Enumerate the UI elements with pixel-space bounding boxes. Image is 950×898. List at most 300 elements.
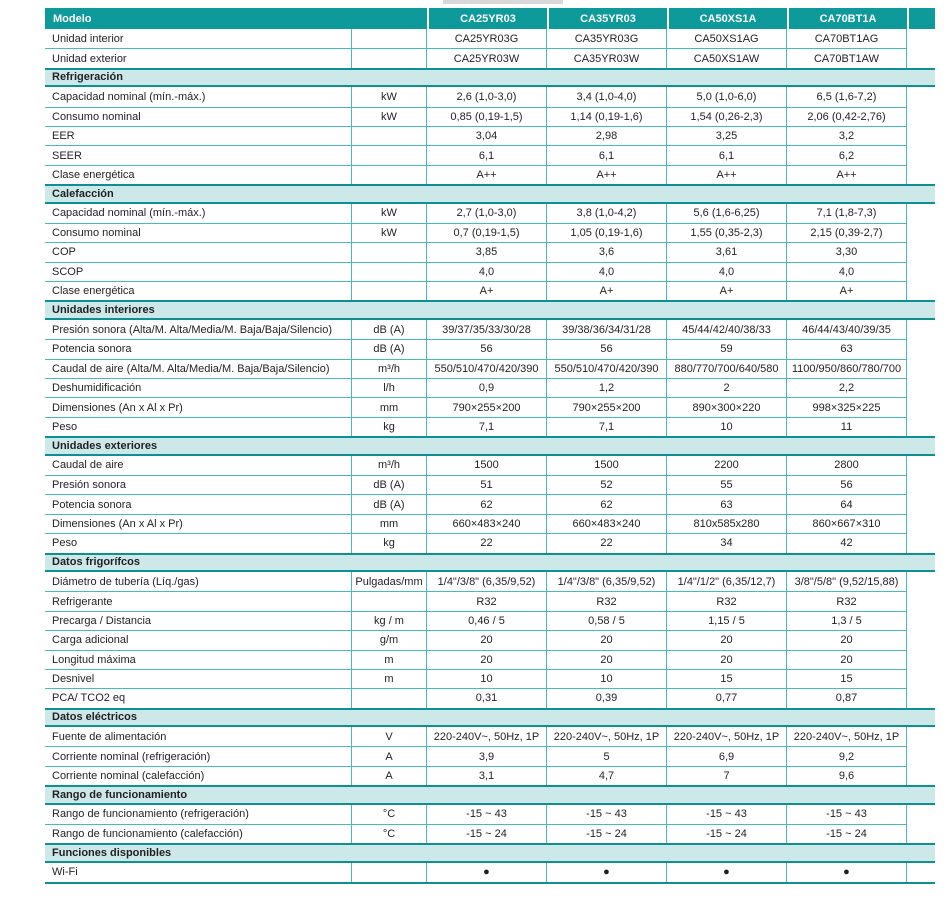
row-label: Caudal de aire (Alta/M. Alta/Media/M. Baja/Baja/Silencio) xyxy=(45,359,352,378)
row-label: Potencia sonora xyxy=(45,339,352,358)
cell-value: 998×325×225 xyxy=(787,397,907,416)
row-stub xyxy=(907,746,935,765)
cell-value: 0,39 xyxy=(547,688,667,707)
cell-value: 890×300×220 xyxy=(667,397,787,416)
cell-value: 7 xyxy=(667,766,787,785)
cell-value: A+ xyxy=(667,281,787,300)
table-row xyxy=(45,611,935,630)
cell-value: CA70BT1AG xyxy=(787,29,907,48)
cell-value: 20 xyxy=(547,650,667,669)
row-label: Peso xyxy=(45,533,352,552)
row-label: Dimensiones (An x Al x Pr) xyxy=(45,397,352,416)
cell-value: 1/4"/3/8" (6,35/9,52) xyxy=(547,572,667,591)
row-unit xyxy=(352,145,427,164)
cell-value: 20 xyxy=(787,650,907,669)
row-stub xyxy=(907,320,935,339)
cell-value: 2,15 (0,39-2,7) xyxy=(787,223,907,242)
row-label: Clase energética xyxy=(45,281,352,300)
section-title: Datos frigorífcos xyxy=(52,556,141,569)
row-stub xyxy=(907,863,935,882)
cell-value: 5 xyxy=(547,746,667,765)
row-stub xyxy=(907,650,935,669)
row-label: Carga adicional xyxy=(45,630,352,649)
cell-value: 2,6 (1,0-3,0) xyxy=(427,87,547,106)
table-row xyxy=(45,688,935,707)
table-row xyxy=(45,727,935,746)
row-stub xyxy=(907,339,935,358)
cell-value: 9,2 xyxy=(787,746,907,765)
cell-value: 6,5 (1,6-7,2) xyxy=(787,87,907,106)
section-row xyxy=(45,436,935,455)
cell-value: 880/770/700/640/580 xyxy=(667,359,787,378)
table-header-row xyxy=(45,8,935,29)
row-unit xyxy=(352,48,427,67)
cell-value: -15 ~ 43 xyxy=(667,805,787,824)
cell-value: CA50XS1AG xyxy=(667,29,787,48)
cell-value: -15 ~ 24 xyxy=(427,824,547,843)
cell-value: 6,1 xyxy=(427,145,547,164)
row-stub xyxy=(907,397,935,416)
cell-value: 22 xyxy=(427,533,547,552)
table-row xyxy=(45,320,935,339)
row-label: EER xyxy=(45,126,352,145)
cell-value: 6,1 xyxy=(667,145,787,164)
cell-value: A++ xyxy=(427,165,547,184)
cell-value: 1/4"/1/2" (6,35/12,7) xyxy=(667,572,787,591)
cell-value: 790×255×200 xyxy=(547,397,667,416)
cell-value: 55 xyxy=(667,475,787,494)
cell-value: 3,25 xyxy=(667,126,787,145)
table-row xyxy=(45,281,935,300)
cell-value: 0,9 xyxy=(427,378,547,397)
cell-value: 10 xyxy=(547,669,667,688)
row-label: PCA/ TCO2 eq xyxy=(45,688,352,707)
row-unit xyxy=(352,165,427,184)
cell-value: 3,30 xyxy=(787,242,907,261)
section-row xyxy=(45,300,935,319)
cell-value: 20 xyxy=(547,630,667,649)
row-label: SEER xyxy=(45,145,352,164)
cell-value: 56 xyxy=(547,339,667,358)
cell-value: -15 ~ 24 xyxy=(667,824,787,843)
table-row xyxy=(45,475,935,494)
cell-value: 3,2 xyxy=(787,126,907,145)
cell-value: 2,2 xyxy=(787,378,907,397)
row-stub xyxy=(907,242,935,261)
section-row xyxy=(45,553,935,572)
cell-value: 1,3 / 5 xyxy=(787,611,907,630)
row-label: Consumo nominal xyxy=(45,223,352,242)
cell-value: 64 xyxy=(787,494,907,513)
row-stub xyxy=(907,456,935,475)
cell-value: 860×667×310 xyxy=(787,514,907,533)
row-unit xyxy=(352,863,427,882)
row-unit: m³/h xyxy=(352,456,427,475)
section-title: Refrigeración xyxy=(52,71,123,84)
row-label: Capacidad nominal (mín.-máx.) xyxy=(45,87,352,106)
cell-value: 45/44/42/40/38/33 xyxy=(667,320,787,339)
row-label: Caudal de aire xyxy=(45,456,352,475)
row-stub xyxy=(907,727,935,746)
table-row xyxy=(45,805,935,824)
cell-value: 550/510/470/420/390 xyxy=(427,359,547,378)
cell-value: 5,6 (1,6-6,25) xyxy=(667,204,787,223)
row-unit: A xyxy=(352,766,427,785)
cell-value: 3,1 xyxy=(427,766,547,785)
row-label: Capacidad nominal (mín.-máx.) xyxy=(45,204,352,223)
cell-value: 3,61 xyxy=(667,242,787,261)
row-stub xyxy=(907,145,935,164)
cell-value: 20 xyxy=(787,630,907,649)
section-title: Funciones disponibles xyxy=(52,847,172,860)
row-label: Rango de funcionamiento (calefacción) xyxy=(45,824,352,843)
cell-value: 62 xyxy=(547,494,667,513)
row-label: Refrigerante xyxy=(45,591,352,610)
row-stub xyxy=(907,87,935,106)
cell-value: 10 xyxy=(427,669,547,688)
row-unit: dB (A) xyxy=(352,494,427,513)
cell-value: 39/37/35/33/30/28 xyxy=(427,320,547,339)
row-label: Diámetro de tubería (Líq./gas) xyxy=(45,572,352,591)
cell-value: 62 xyxy=(427,494,547,513)
header-model-CA35YR03: CA35YR03 xyxy=(547,8,667,29)
row-unit xyxy=(352,242,427,261)
cell-value: 59 xyxy=(667,339,787,358)
cell-value: 3,85 xyxy=(427,242,547,261)
table-row xyxy=(45,572,935,591)
cell-value: A++ xyxy=(547,165,667,184)
table-row xyxy=(45,48,935,67)
cell-value: 790×255×200 xyxy=(427,397,547,416)
cell-value: ● xyxy=(427,863,547,882)
cell-value: -15 ~ 24 xyxy=(547,824,667,843)
row-stub xyxy=(907,630,935,649)
row-label: Presión sonora (Alta/M. Alta/Media/M. Baja/Baja/Silencio) xyxy=(45,320,352,339)
row-stub xyxy=(907,107,935,126)
table-row xyxy=(45,863,935,882)
cell-value: 4,0 xyxy=(547,262,667,281)
row-unit: kW xyxy=(352,223,427,242)
cell-value: ● xyxy=(787,863,907,882)
cell-value: 6,2 xyxy=(787,145,907,164)
row-label: Deshumidificación xyxy=(45,378,352,397)
cell-value: 1,14 (0,19-1,6) xyxy=(547,107,667,126)
row-unit: Pulgadas/mm xyxy=(352,572,427,591)
header-stub-cell xyxy=(907,8,935,29)
row-unit: kW xyxy=(352,87,427,106)
row-stub xyxy=(907,378,935,397)
cell-value: CA50XS1AW xyxy=(667,48,787,67)
row-unit: m xyxy=(352,669,427,688)
cell-value: 20 xyxy=(427,650,547,669)
table-row xyxy=(45,165,935,184)
row-unit: mm xyxy=(352,397,427,416)
row-stub xyxy=(907,824,935,843)
row-label: Longitud máxima xyxy=(45,650,352,669)
row-label: Unidad interior xyxy=(45,29,352,48)
row-label: Consumo nominal xyxy=(45,107,352,126)
cell-value: 1,54 (0,26-2,3) xyxy=(667,107,787,126)
row-label: Potencia sonora xyxy=(45,494,352,513)
row-label: Rango de funcionamiento (refrigeración) xyxy=(45,805,352,824)
table-row xyxy=(45,126,935,145)
section-title: Unidades exteriores xyxy=(52,439,158,452)
row-label: COP xyxy=(45,242,352,261)
cell-value: R32 xyxy=(787,591,907,610)
cell-value: 220-240V~, 50Hz, 1P xyxy=(787,727,907,746)
cell-value: 15 xyxy=(667,669,787,688)
cell-value: 0,87 xyxy=(787,688,907,707)
row-stub xyxy=(907,688,935,707)
row-unit xyxy=(352,126,427,145)
cell-value: CA25YR03W xyxy=(427,48,547,67)
section-row xyxy=(45,785,935,804)
cell-value: 2,7 (1,0-3,0) xyxy=(427,204,547,223)
top-gray-strip xyxy=(443,0,563,4)
table-row xyxy=(45,591,935,610)
row-unit: l/h xyxy=(352,378,427,397)
row-label: Wi-Fi xyxy=(45,863,352,882)
row-unit xyxy=(352,688,427,707)
cell-value: 660×483×240 xyxy=(427,514,547,533)
row-unit xyxy=(352,281,427,300)
row-label: Fuente de alimentación xyxy=(45,727,352,746)
cell-value: 10 xyxy=(667,417,787,436)
row-unit: V xyxy=(352,727,427,746)
row-unit: A xyxy=(352,746,427,765)
table-row xyxy=(45,417,935,436)
row-label: Dimensiones (An x Al x Pr) xyxy=(45,514,352,533)
row-unit: kW xyxy=(352,204,427,223)
row-stub xyxy=(907,591,935,610)
cell-value: 0,31 xyxy=(427,688,547,707)
row-unit: kg / m xyxy=(352,611,427,630)
cell-value: 52 xyxy=(547,475,667,494)
section-title: Unidades interiores xyxy=(52,304,155,317)
row-label: Corriente nominal (refrigeración) xyxy=(45,746,352,765)
table-row xyxy=(45,514,935,533)
cell-value: 0,7 (0,19-1,5) xyxy=(427,223,547,242)
cell-value: 1/4"/3/8" (6,35/9,52) xyxy=(427,572,547,591)
cell-value: 42 xyxy=(787,533,907,552)
cell-value: R32 xyxy=(667,591,787,610)
cell-value: 7,1 xyxy=(547,417,667,436)
row-stub xyxy=(907,494,935,513)
table-row xyxy=(45,242,935,261)
row-unit: mm xyxy=(352,514,427,533)
row-stub xyxy=(907,475,935,494)
row-label: Presión sonora xyxy=(45,475,352,494)
cell-value: CA35YR03W xyxy=(547,48,667,67)
row-unit: kg xyxy=(352,533,427,552)
cell-value: A+ xyxy=(547,281,667,300)
cell-value: 2,06 (0,42-2,76) xyxy=(787,107,907,126)
header-model-CA70BT1A: CA70BT1A xyxy=(787,8,907,29)
cell-value: 3,04 xyxy=(427,126,547,145)
cell-value: -15 ~ 43 xyxy=(547,805,667,824)
row-unit: dB (A) xyxy=(352,475,427,494)
cell-value: 220-240V~, 50Hz, 1P xyxy=(667,727,787,746)
row-stub xyxy=(907,281,935,300)
section-title: Calefacción xyxy=(52,187,114,200)
table-row xyxy=(45,87,935,106)
table-row xyxy=(45,29,935,48)
row-stub xyxy=(907,805,935,824)
table-row xyxy=(45,766,935,785)
cell-value: 3,4 (1,0-4,0) xyxy=(547,87,667,106)
cell-value: ● xyxy=(667,863,787,882)
header-model-CA25YR03: CA25YR03 xyxy=(427,8,547,29)
row-stub xyxy=(907,48,935,67)
cell-value: 6,1 xyxy=(547,145,667,164)
cell-value: 56 xyxy=(787,475,907,494)
row-unit xyxy=(352,262,427,281)
cell-value: ● xyxy=(547,863,667,882)
cell-value: 20 xyxy=(667,630,787,649)
cell-value: 34 xyxy=(667,533,787,552)
table-row xyxy=(45,262,935,281)
row-unit: g/m xyxy=(352,630,427,649)
row-unit: kW xyxy=(352,107,427,126)
row-stub xyxy=(907,29,935,48)
cell-value: 810x585x280 xyxy=(667,514,787,533)
row-stub xyxy=(907,514,935,533)
row-stub xyxy=(907,417,935,436)
table-row xyxy=(45,145,935,164)
cell-value: -15 ~ 24 xyxy=(787,824,907,843)
table-row xyxy=(45,533,935,552)
cell-value: 1100/950/860/780/700 xyxy=(787,359,907,378)
row-stub xyxy=(907,165,935,184)
row-unit: °C xyxy=(352,805,427,824)
cell-value: 2800 xyxy=(787,456,907,475)
table-row xyxy=(45,397,935,416)
cell-value: 0,58 / 5 xyxy=(547,611,667,630)
cell-value: CA35YR03G xyxy=(547,29,667,48)
cell-value: A+ xyxy=(427,281,547,300)
row-unit: m xyxy=(352,650,427,669)
section-row xyxy=(45,68,935,87)
row-stub xyxy=(907,223,935,242)
table-row xyxy=(45,650,935,669)
row-stub xyxy=(907,611,935,630)
row-label: Corriente nominal (calefacción) xyxy=(45,766,352,785)
row-label: Peso xyxy=(45,417,352,436)
cell-value: 4,0 xyxy=(667,262,787,281)
cell-value: 220-240V~, 50Hz, 1P xyxy=(547,727,667,746)
cell-value: 1500 xyxy=(427,456,547,475)
row-label: Unidad exterior xyxy=(45,48,352,67)
cell-value: 0,85 (0,19-1,5) xyxy=(427,107,547,126)
table-row xyxy=(45,746,935,765)
row-stub xyxy=(907,262,935,281)
cell-value: 4,7 xyxy=(547,766,667,785)
cell-value: 1,15 / 5 xyxy=(667,611,787,630)
cell-value: R32 xyxy=(427,591,547,610)
cell-value: 46/44/43/40/39/35 xyxy=(787,320,907,339)
row-unit: °C xyxy=(352,824,427,843)
table-row xyxy=(45,359,935,378)
cell-value: R32 xyxy=(547,591,667,610)
header-model-CA50XS1A: CA50XS1A xyxy=(667,8,787,29)
table-row xyxy=(45,204,935,223)
section-row xyxy=(45,843,935,862)
cell-value: 63 xyxy=(787,339,907,358)
table-row xyxy=(45,630,935,649)
cell-value: 2200 xyxy=(667,456,787,475)
spec-table xyxy=(45,8,935,884)
cell-value: 6,9 xyxy=(667,746,787,765)
cell-value: -15 ~ 43 xyxy=(787,805,907,824)
row-stub xyxy=(907,126,935,145)
table-row xyxy=(45,107,935,126)
row-label: SCOP xyxy=(45,262,352,281)
row-stub xyxy=(907,766,935,785)
row-stub xyxy=(907,572,935,591)
table-row xyxy=(45,456,935,475)
row-label: Desnivel xyxy=(45,669,352,688)
header-modelo-cell: Modelo xyxy=(45,8,427,29)
cell-value: 9,6 xyxy=(787,766,907,785)
cell-value: CA25YR03G xyxy=(427,29,547,48)
cell-value: 39/38/36/34/31/28 xyxy=(547,320,667,339)
row-unit: dB (A) xyxy=(352,339,427,358)
cell-value: A+ xyxy=(787,281,907,300)
cell-value: 220-240V~, 50Hz, 1P xyxy=(427,727,547,746)
cell-value: 3,9 xyxy=(427,746,547,765)
row-unit: m³/h xyxy=(352,359,427,378)
cell-value: -15 ~ 43 xyxy=(427,805,547,824)
cell-value: 22 xyxy=(547,533,667,552)
section-title: Datos eléctricos xyxy=(52,711,137,724)
cell-value: 2 xyxy=(667,378,787,397)
table-row xyxy=(45,378,935,397)
row-stub xyxy=(907,359,935,378)
row-stub xyxy=(907,204,935,223)
table-bottom-border xyxy=(45,882,935,884)
cell-value: 550/510/470/420/390 xyxy=(547,359,667,378)
row-stub xyxy=(907,669,935,688)
cell-value: 1,55 (0,35-2,3) xyxy=(667,223,787,242)
table-row xyxy=(45,223,935,242)
cell-value: 20 xyxy=(667,650,787,669)
cell-value: 20 xyxy=(427,630,547,649)
table-row xyxy=(45,494,935,513)
cell-value: 3,6 xyxy=(547,242,667,261)
cell-value: 15 xyxy=(787,669,907,688)
cell-value: 0,77 xyxy=(667,688,787,707)
cell-value: 1500 xyxy=(547,456,667,475)
section-row xyxy=(45,184,935,203)
cell-value: 11 xyxy=(787,417,907,436)
row-label: Precarga / Distancia xyxy=(45,611,352,630)
cell-value: 2,98 xyxy=(547,126,667,145)
section-row xyxy=(45,708,935,727)
cell-value: 1,2 xyxy=(547,378,667,397)
row-unit: kg xyxy=(352,417,427,436)
row-label: Clase energética xyxy=(45,165,352,184)
cell-value: 0,46 / 5 xyxy=(427,611,547,630)
cell-value: 660×483×240 xyxy=(547,514,667,533)
table-body xyxy=(45,29,935,882)
cell-value: 63 xyxy=(667,494,787,513)
table-row xyxy=(45,669,935,688)
table-row xyxy=(45,824,935,843)
cell-value: 51 xyxy=(427,475,547,494)
row-unit: dB (A) xyxy=(352,320,427,339)
row-stub xyxy=(907,533,935,552)
cell-value: 4,0 xyxy=(787,262,907,281)
